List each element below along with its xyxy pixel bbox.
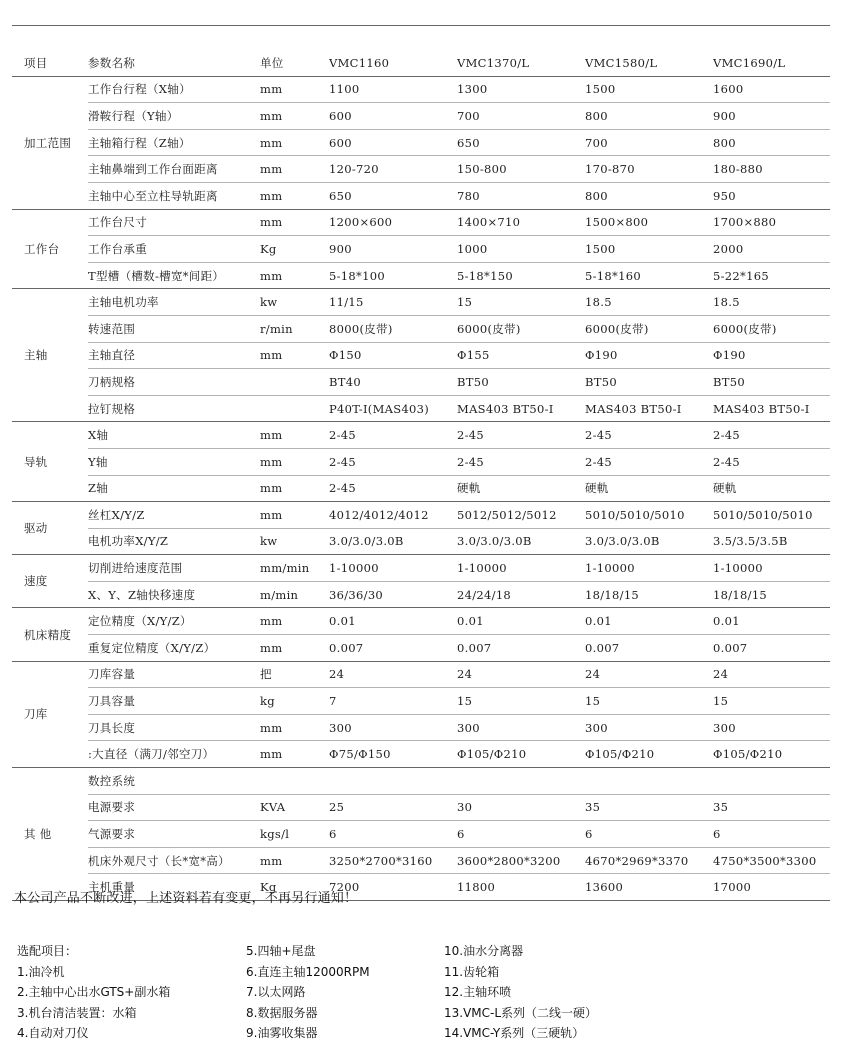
group-label: 导轨 bbox=[12, 422, 88, 502]
option-item: 5.四轴+尾盘 bbox=[246, 944, 316, 958]
param-value: MAS403 BT50-I bbox=[457, 395, 585, 422]
param-value: 4750*3500*3300 bbox=[713, 847, 830, 874]
param-unit: r/min bbox=[260, 315, 329, 342]
param-value: 0.007 bbox=[585, 635, 713, 662]
param-value: 7200 bbox=[329, 874, 457, 901]
group-label: 机床精度 bbox=[12, 608, 88, 661]
param-value: 15 bbox=[585, 688, 713, 715]
param-value: 1200×600 bbox=[329, 209, 457, 236]
param-value: 2-45 bbox=[713, 422, 830, 449]
param-value: 1500 bbox=[585, 76, 713, 103]
param-unit: mm bbox=[260, 741, 329, 768]
param-value: 1100 bbox=[329, 76, 457, 103]
param-value: 8000(皮带) bbox=[329, 315, 457, 342]
param-value bbox=[329, 768, 457, 795]
param-value: 2000 bbox=[713, 236, 830, 263]
param-name: 拉钉规格 bbox=[88, 395, 260, 422]
param-value: 1-10000 bbox=[713, 555, 830, 582]
column-header: 项目 bbox=[12, 50, 88, 76]
param-unit bbox=[260, 369, 329, 396]
param-value: 3.0/3.0/3.0B bbox=[329, 528, 457, 555]
param-name: 刀柄规格 bbox=[88, 369, 260, 396]
param-value: 18.5 bbox=[713, 289, 830, 316]
param-unit: 把 bbox=[260, 661, 329, 688]
table-row bbox=[12, 103, 830, 130]
param-name: 转速范围 bbox=[88, 315, 260, 342]
param-value: 5-18*160 bbox=[585, 262, 713, 289]
param-value: 1-10000 bbox=[585, 555, 713, 582]
param-value: 24 bbox=[585, 661, 713, 688]
param-name: 丝杠X/Y/Z bbox=[88, 502, 260, 529]
param-value: 800 bbox=[585, 103, 713, 130]
param-value: 25 bbox=[329, 794, 457, 821]
param-value: 3.5/3.5/3.5B bbox=[713, 528, 830, 555]
table-row bbox=[12, 395, 830, 422]
param-value: Φ155 bbox=[457, 342, 585, 369]
param-name: Y轴 bbox=[88, 448, 260, 475]
option-item: 14.VMC-Y系列（三硬轨） bbox=[444, 1026, 585, 1041]
param-value: 0.007 bbox=[713, 635, 830, 662]
param-value: 36/36/30 bbox=[329, 581, 457, 608]
param-value: 700 bbox=[457, 103, 585, 130]
param-value: 35 bbox=[585, 794, 713, 821]
param-value: 17000 bbox=[713, 874, 830, 901]
param-value: 7 bbox=[329, 688, 457, 715]
param-unit: kg bbox=[260, 688, 329, 715]
table-row bbox=[12, 262, 830, 289]
param-value: 780 bbox=[457, 182, 585, 209]
param-unit: mm bbox=[260, 342, 329, 369]
group-label: 刀库 bbox=[12, 661, 88, 767]
group-label: 其 他 bbox=[12, 768, 88, 901]
column-header: 单位 bbox=[260, 50, 329, 76]
param-value: BT50 bbox=[457, 369, 585, 396]
param-value: 6 bbox=[457, 821, 585, 848]
param-unit: mm bbox=[260, 422, 329, 449]
table-row bbox=[12, 528, 830, 555]
param-name: Z轴 bbox=[88, 475, 260, 502]
param-value: 2-45 bbox=[713, 448, 830, 475]
param-unit: Kg bbox=[260, 874, 329, 901]
param-value: 0.01 bbox=[457, 608, 585, 635]
param-value: 2-45 bbox=[329, 422, 457, 449]
group-label: 加工范围 bbox=[12, 76, 88, 209]
table-row bbox=[12, 635, 830, 662]
param-name: 气源要求 bbox=[88, 821, 260, 848]
option-item: 12.主轴环喷 bbox=[444, 985, 512, 1000]
param-value: 2-45 bbox=[329, 448, 457, 475]
table-row bbox=[12, 209, 830, 236]
table-row bbox=[12, 182, 830, 209]
param-value: 6000(皮带) bbox=[585, 315, 713, 342]
table-header-row bbox=[12, 50, 830, 76]
table-row bbox=[12, 422, 830, 449]
param-name: 主机重量 bbox=[88, 874, 260, 901]
param-name: X轴 bbox=[88, 422, 260, 449]
param-value: Φ150 bbox=[329, 342, 457, 369]
param-value: MAS403 BT50-I bbox=[585, 395, 713, 422]
param-name: 刀库容量 bbox=[88, 661, 260, 688]
param-value: P40T-I(MAS403) bbox=[329, 395, 457, 422]
param-value: 2-45 bbox=[329, 475, 457, 502]
param-name: 电机功率X/Y/Z bbox=[88, 528, 260, 555]
table-row bbox=[12, 555, 830, 582]
param-unit: kgs/l bbox=[260, 821, 329, 848]
param-name: 主轴中心至立柱导轨距离 bbox=[88, 182, 260, 209]
param-name: 主轴电机功率 bbox=[88, 289, 260, 316]
table-row bbox=[12, 342, 830, 369]
param-value: 30 bbox=[457, 794, 585, 821]
group-label: 驱动 bbox=[12, 502, 88, 555]
param-value: 硬軌 bbox=[713, 475, 830, 502]
param-value: Φ105/Φ210 bbox=[457, 741, 585, 768]
table-row bbox=[12, 741, 830, 768]
param-value: 3600*2800*3200 bbox=[457, 847, 585, 874]
param-value: Φ190 bbox=[585, 342, 713, 369]
column-header: VMC1690/L bbox=[713, 50, 830, 76]
param-value: 0.01 bbox=[713, 608, 830, 635]
param-value: 0.01 bbox=[329, 608, 457, 635]
param-unit: mm bbox=[260, 76, 329, 103]
param-value: 5012/5012/5012 bbox=[457, 502, 585, 529]
options-column-3 bbox=[444, 941, 597, 1044]
param-value: 5-22*165 bbox=[713, 262, 830, 289]
param-value: 600 bbox=[329, 103, 457, 130]
param-value: 150-800 bbox=[457, 156, 585, 183]
column-header: VMC1580/L bbox=[585, 50, 713, 76]
param-unit: KVA bbox=[260, 794, 329, 821]
param-name: 工作台行程（X轴） bbox=[88, 76, 260, 103]
group-label: 工作台 bbox=[12, 209, 88, 289]
param-name: :大直径（满刀/邻空刀） bbox=[88, 741, 260, 768]
param-value: 1000 bbox=[457, 236, 585, 263]
table-row bbox=[12, 821, 830, 848]
column-header: VMC1160 bbox=[329, 50, 457, 76]
param-value: 1300 bbox=[457, 76, 585, 103]
option-item: 7.以太网路 bbox=[246, 985, 306, 1000]
param-unit: mm bbox=[260, 847, 329, 874]
option-item: 8.数据服务器 bbox=[246, 1005, 318, 1020]
param-value: 1600 bbox=[713, 76, 830, 103]
param-value: 600 bbox=[329, 129, 457, 156]
param-value: BT50 bbox=[713, 369, 830, 396]
param-value: 0.01 bbox=[585, 608, 713, 635]
param-name: 刀具长度 bbox=[88, 714, 260, 741]
param-value bbox=[457, 768, 585, 795]
param-value: 5010/5010/5010 bbox=[713, 502, 830, 529]
param-value: 11/15 bbox=[329, 289, 457, 316]
param-value: 11800 bbox=[457, 874, 585, 901]
options-column-2 bbox=[246, 941, 370, 1044]
option-item: 4.自动对刀仪 bbox=[17, 1026, 89, 1041]
table-row bbox=[12, 502, 830, 529]
param-name: 机床外观尺寸（长*宽*高） bbox=[88, 847, 260, 874]
param-value: 5-18*100 bbox=[329, 262, 457, 289]
param-value: 900 bbox=[713, 103, 830, 130]
option-item: 3.机台清洁装置：水箱 bbox=[17, 1005, 137, 1020]
param-name: 主轴鼻端到工作台面距离 bbox=[88, 156, 260, 183]
param-value: 300 bbox=[585, 714, 713, 741]
param-value: 300 bbox=[457, 714, 585, 741]
top-rule bbox=[12, 25, 830, 26]
param-unit: kw bbox=[260, 528, 329, 555]
table-row bbox=[12, 315, 830, 342]
table-row bbox=[12, 608, 830, 635]
table-row bbox=[12, 475, 830, 502]
param-value: 900 bbox=[329, 236, 457, 263]
param-unit: mm bbox=[260, 714, 329, 741]
param-value: 1400×710 bbox=[457, 209, 585, 236]
table-row bbox=[12, 714, 830, 741]
table-row bbox=[12, 369, 830, 396]
param-value: 300 bbox=[329, 714, 457, 741]
param-unit: mm bbox=[260, 262, 329, 289]
param-value: 6000(皮带) bbox=[713, 315, 830, 342]
param-unit: mm bbox=[260, 103, 329, 130]
param-value: 5-18*150 bbox=[457, 262, 585, 289]
param-unit: mm bbox=[260, 635, 329, 662]
param-unit: mm bbox=[260, 156, 329, 183]
param-value: 4012/4012/4012 bbox=[329, 502, 457, 529]
param-name: 定位精度（X/Y/Z） bbox=[88, 608, 260, 635]
param-value: 15 bbox=[457, 289, 585, 316]
param-name: T型槽（槽数-槽宽*间距） bbox=[88, 262, 260, 289]
param-unit bbox=[260, 768, 329, 795]
param-name: 工作台承重 bbox=[88, 236, 260, 263]
param-value: 3250*2700*3160 bbox=[329, 847, 457, 874]
param-value: BT40 bbox=[329, 369, 457, 396]
param-unit bbox=[260, 395, 329, 422]
column-header: VMC1370/L bbox=[457, 50, 585, 76]
table-row bbox=[12, 156, 830, 183]
param-unit: mm/min bbox=[260, 555, 329, 582]
param-value: 24 bbox=[457, 661, 585, 688]
param-value: 1-10000 bbox=[329, 555, 457, 582]
group-label: 主轴 bbox=[12, 289, 88, 422]
param-value: 3.0/3.0/3.0B bbox=[457, 528, 585, 555]
param-value: 120-720 bbox=[329, 156, 457, 183]
param-unit: mm bbox=[260, 182, 329, 209]
column-header: 参数名称 bbox=[88, 50, 260, 76]
param-value: 4670*2969*3370 bbox=[585, 847, 713, 874]
param-value: 硬軌 bbox=[585, 475, 713, 502]
param-value: 5010/5010/5010 bbox=[585, 502, 713, 529]
param-value: 3.0/3.0/3.0B bbox=[585, 528, 713, 555]
option-item: 2.主轴中心出水GTS+副水箱 bbox=[17, 985, 171, 1000]
param-value: 35 bbox=[713, 794, 830, 821]
table-row bbox=[12, 448, 830, 475]
param-value: 24 bbox=[713, 661, 830, 688]
param-name: 电源要求 bbox=[88, 794, 260, 821]
param-value: 1700×880 bbox=[713, 209, 830, 236]
param-value: Φ105/Φ210 bbox=[713, 741, 830, 768]
table-row bbox=[12, 847, 830, 874]
param-unit: mm bbox=[260, 209, 329, 236]
param-value: 800 bbox=[585, 182, 713, 209]
param-value: 24 bbox=[329, 661, 457, 688]
option-item: 11.齿轮箱 bbox=[444, 964, 500, 979]
param-value: 2-45 bbox=[585, 422, 713, 449]
option-item: 9.油雾收集器 bbox=[246, 1026, 318, 1041]
param-value: 6 bbox=[585, 821, 713, 848]
options-column-1 bbox=[17, 941, 170, 1044]
table-row bbox=[12, 794, 830, 821]
table-row bbox=[12, 768, 830, 795]
param-name: 工作台尺寸 bbox=[88, 209, 260, 236]
param-value bbox=[585, 768, 713, 795]
param-value: 18/18/15 bbox=[713, 581, 830, 608]
spec-table bbox=[12, 50, 830, 901]
param-name: 主轴箱行程（Z轴） bbox=[88, 129, 260, 156]
param-value: 2-45 bbox=[457, 422, 585, 449]
param-value: 18/18/15 bbox=[585, 581, 713, 608]
param-value: 2-45 bbox=[457, 448, 585, 475]
param-value: BT50 bbox=[585, 369, 713, 396]
param-unit: Kg bbox=[260, 236, 329, 263]
param-value: 650 bbox=[329, 182, 457, 209]
param-value: 700 bbox=[585, 129, 713, 156]
param-value: 6 bbox=[329, 821, 457, 848]
table-row bbox=[12, 661, 830, 688]
param-value: 15 bbox=[713, 688, 830, 715]
param-value: 950 bbox=[713, 182, 830, 209]
table-row bbox=[12, 129, 830, 156]
param-name: 刀具容量 bbox=[88, 688, 260, 715]
param-unit: kw bbox=[260, 289, 329, 316]
param-name: 主轴直径 bbox=[88, 342, 260, 369]
group-label: 速度 bbox=[12, 555, 88, 608]
param-unit: m/min bbox=[260, 581, 329, 608]
param-value: Φ190 bbox=[713, 342, 830, 369]
param-value: 1500×800 bbox=[585, 209, 713, 236]
param-value: 硬軌 bbox=[457, 475, 585, 502]
param-value bbox=[713, 768, 830, 795]
param-value: 300 bbox=[713, 714, 830, 741]
param-name: 滑鞍行程（Y轴） bbox=[88, 103, 260, 130]
param-name: X、Y、Z轴快移速度 bbox=[88, 581, 260, 608]
table-row bbox=[12, 76, 830, 103]
param-value: 13600 bbox=[585, 874, 713, 901]
param-value: 1500 bbox=[585, 236, 713, 263]
param-name: 重复定位精度（X/Y/Z） bbox=[88, 635, 260, 662]
param-unit: mm bbox=[260, 475, 329, 502]
param-value: 0.007 bbox=[457, 635, 585, 662]
option-item: 1.油冷机 bbox=[17, 964, 65, 979]
option-item: 6.直连主轴12000RPM bbox=[246, 964, 370, 979]
table-row bbox=[12, 581, 830, 608]
param-value: 2-45 bbox=[585, 448, 713, 475]
table-row bbox=[12, 289, 830, 316]
param-value: 6000(皮带) bbox=[457, 315, 585, 342]
table-row bbox=[12, 688, 830, 715]
param-value: 6 bbox=[713, 821, 830, 848]
param-value: 180-880 bbox=[713, 156, 830, 183]
param-value: MAS403 BT50-I bbox=[713, 395, 830, 422]
param-value: 170-870 bbox=[585, 156, 713, 183]
param-value: Φ105/Φ210 bbox=[585, 741, 713, 768]
param-unit: mm bbox=[260, 448, 329, 475]
param-unit: mm bbox=[260, 608, 329, 635]
param-value: 0.007 bbox=[329, 635, 457, 662]
param-name: 切削进给速度范围 bbox=[88, 555, 260, 582]
table-row bbox=[12, 236, 830, 263]
notice-text: 本公司产品不断改进，上述资料若有变更，不再另行通知！ bbox=[14, 891, 358, 906]
options-title: 选配项目： bbox=[17, 944, 78, 958]
param-unit: mm bbox=[260, 502, 329, 529]
param-name: 数控系统 bbox=[88, 768, 260, 795]
param-value: 800 bbox=[713, 129, 830, 156]
option-item: 10.油水分离器 bbox=[444, 944, 524, 958]
param-value: Φ75/Φ150 bbox=[329, 741, 457, 768]
param-value: 24/24/18 bbox=[457, 581, 585, 608]
param-value: 18.5 bbox=[585, 289, 713, 316]
param-value: 650 bbox=[457, 129, 585, 156]
param-value: 15 bbox=[457, 688, 585, 715]
param-value: 1-10000 bbox=[457, 555, 585, 582]
option-item: 13.VMC-L系列（二线一硬） bbox=[444, 1005, 598, 1020]
param-unit: mm bbox=[260, 129, 329, 156]
